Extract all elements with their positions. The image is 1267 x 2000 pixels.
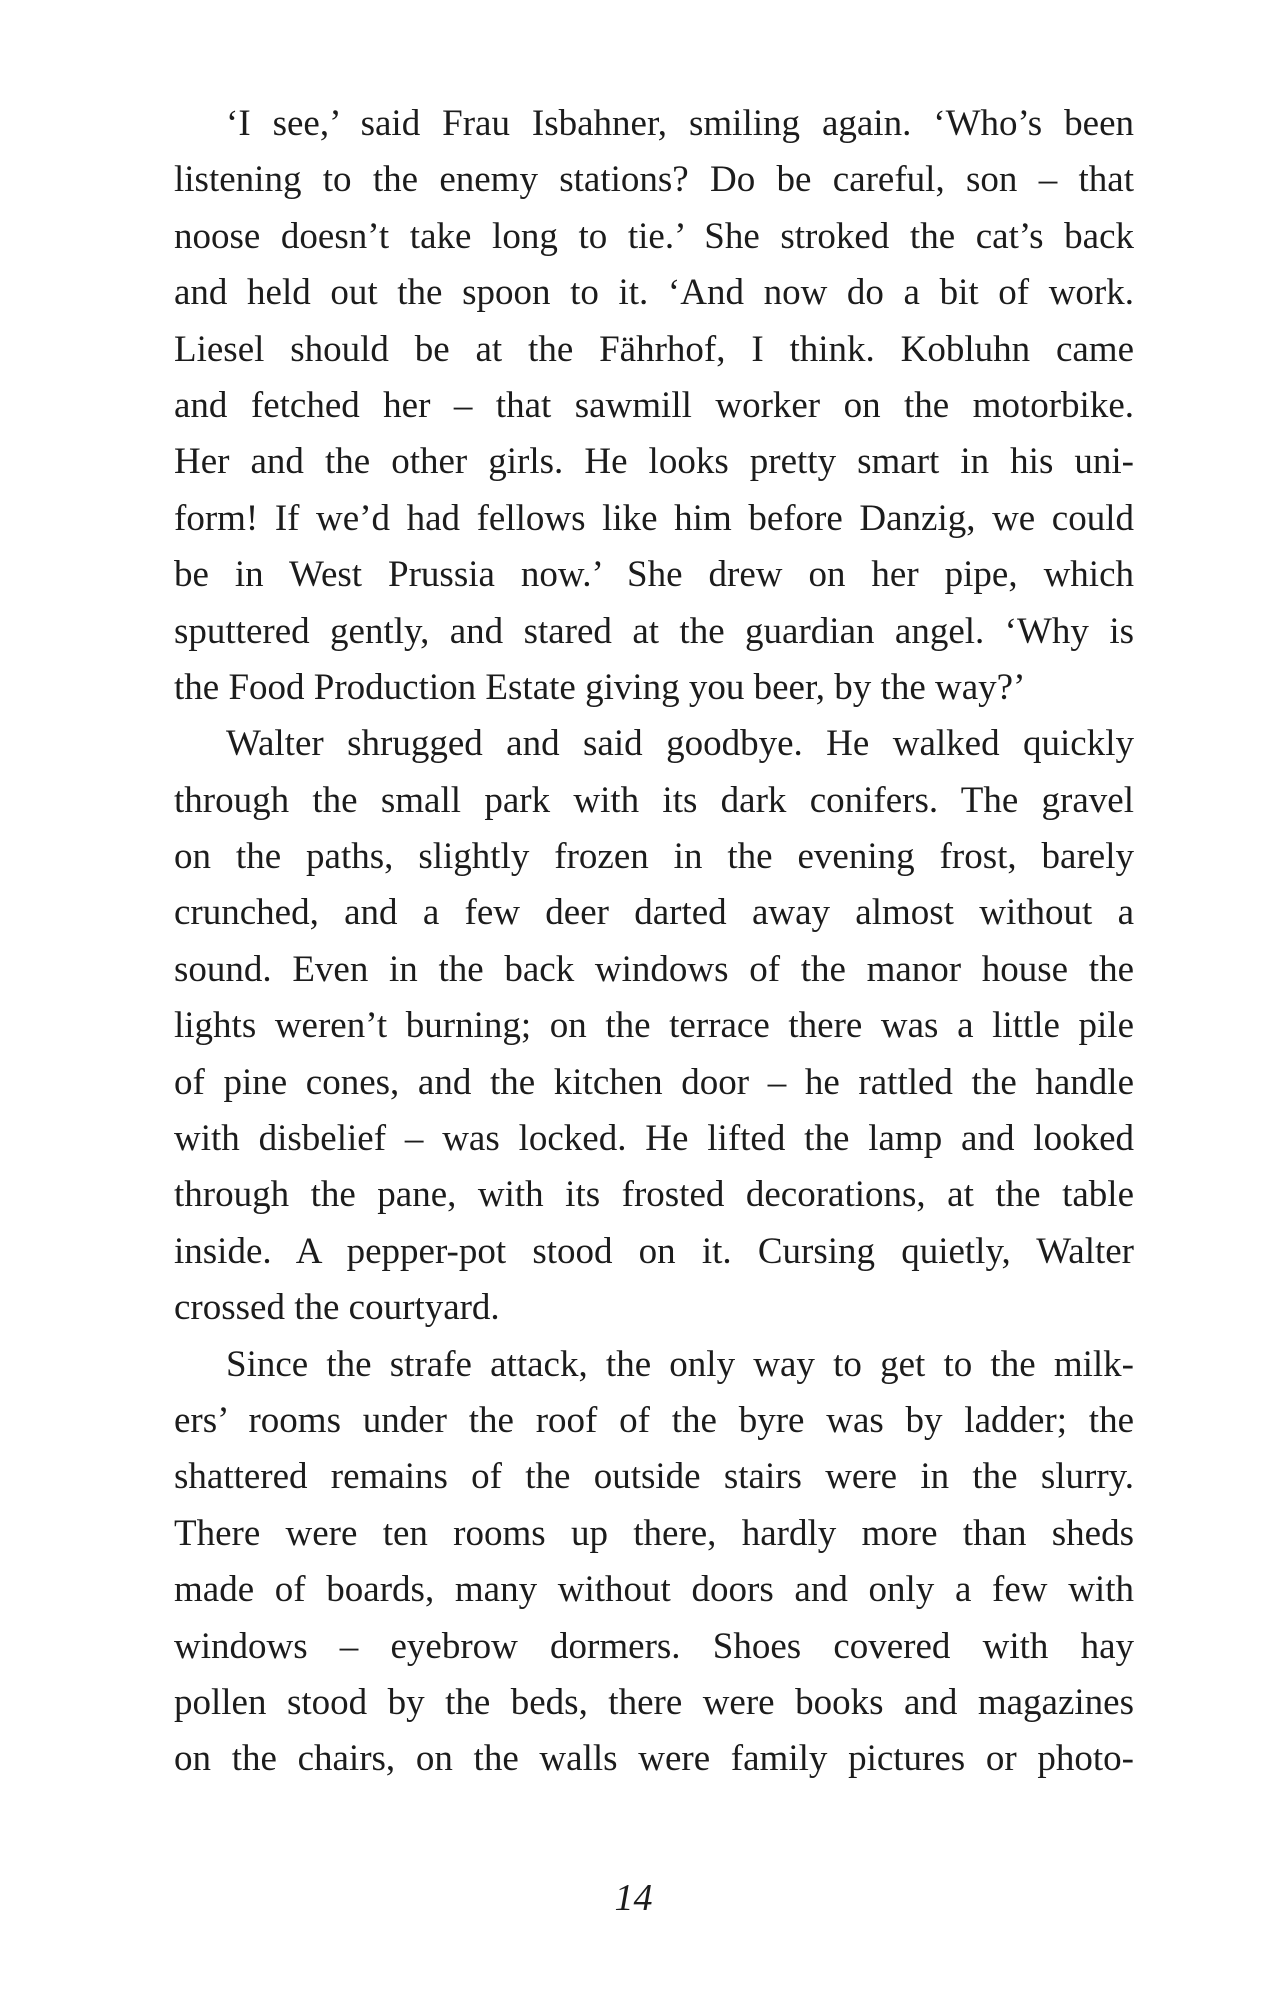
text-line: crunched, and a few deer darted away almost without a bbox=[174, 892, 1134, 934]
text-line: crossed the courtyard. bbox=[174, 1287, 500, 1329]
text-line: and held out the spoon to it. ‘And now do a bit of work. bbox=[174, 272, 1134, 314]
text-line: windows – eyebrow dormers. Shoes covered with hay bbox=[174, 1625, 1134, 1667]
text-line: form! If we’d had fellows like him before Danzig, we could bbox=[174, 497, 1134, 539]
text-line: be in West Prussia now.’ She drew on her pipe, which bbox=[174, 554, 1134, 596]
text-line: Since the strafe attack, the only way to get to the milk- bbox=[226, 1343, 1134, 1385]
text-line: of pine cones, and the kitchen door – he rattled the handle bbox=[174, 1061, 1134, 1103]
text-line: through the pane, with its frosted decorations, at the table bbox=[174, 1174, 1134, 1216]
text-line: Her and the other girls. He looks pretty smart in his uni- bbox=[174, 441, 1134, 483]
page-number: 14 bbox=[614, 1877, 653, 1919]
text-line: sound. Even in the back windows of the manor house the bbox=[174, 948, 1134, 990]
text-line: and fetched her – that sawmill worker on the motorbike. bbox=[174, 384, 1134, 426]
text-line: inside. A pepper-pot stood on it. Cursing quietly, Walter bbox=[174, 1230, 1134, 1272]
text-line: shattered remains of the outside stairs were in the slurry. bbox=[174, 1456, 1134, 1498]
text-line: There were ten rooms up there, hardly more than sheds bbox=[174, 1512, 1134, 1554]
text-line: ‘I see,’ said Frau Isbahner, smiling again. ‘Who’s been bbox=[226, 103, 1134, 144]
text-line: pollen stood by the beds, there were books and magazines bbox=[174, 1681, 1134, 1723]
text-line: made of boards, many without doors and only a few with bbox=[174, 1569, 1134, 1611]
text-line: on the chairs, on the walls were family pictures or photo- bbox=[174, 1738, 1134, 1780]
text-line: sputtered gently, and stared at the guardian angel. ‘Why is bbox=[174, 610, 1134, 652]
text-line: the Food Production Estate giving you beer, by the way?’ bbox=[174, 666, 1026, 708]
text-line: on the paths, slightly frozen in the evening frost, barely bbox=[174, 836, 1134, 878]
text-line: Liesel should be at the Fährhof, I think. Kobluhn came bbox=[174, 328, 1134, 370]
text-line: noose doesn’t take long to tie.’ She stroked the cat’s back bbox=[174, 215, 1134, 257]
text-line: lights weren’t burning; on the terrace there was a little pile bbox=[174, 1005, 1134, 1047]
text-line: Walter shrugged and said goodbye. He walked quickly bbox=[226, 723, 1134, 765]
text-line: through the small park with its dark conifers. The gravel bbox=[174, 779, 1134, 821]
body-text bbox=[174, 96, 1134, 1788]
text-line: ers’ rooms under the roof of the byre was by ladder; the bbox=[174, 1399, 1134, 1441]
text-line: listening to the enemy stations? Do be careful, son – that bbox=[174, 159, 1134, 201]
text-line: with disbelief – was locked. He lifted the lamp and looked bbox=[174, 1118, 1134, 1160]
